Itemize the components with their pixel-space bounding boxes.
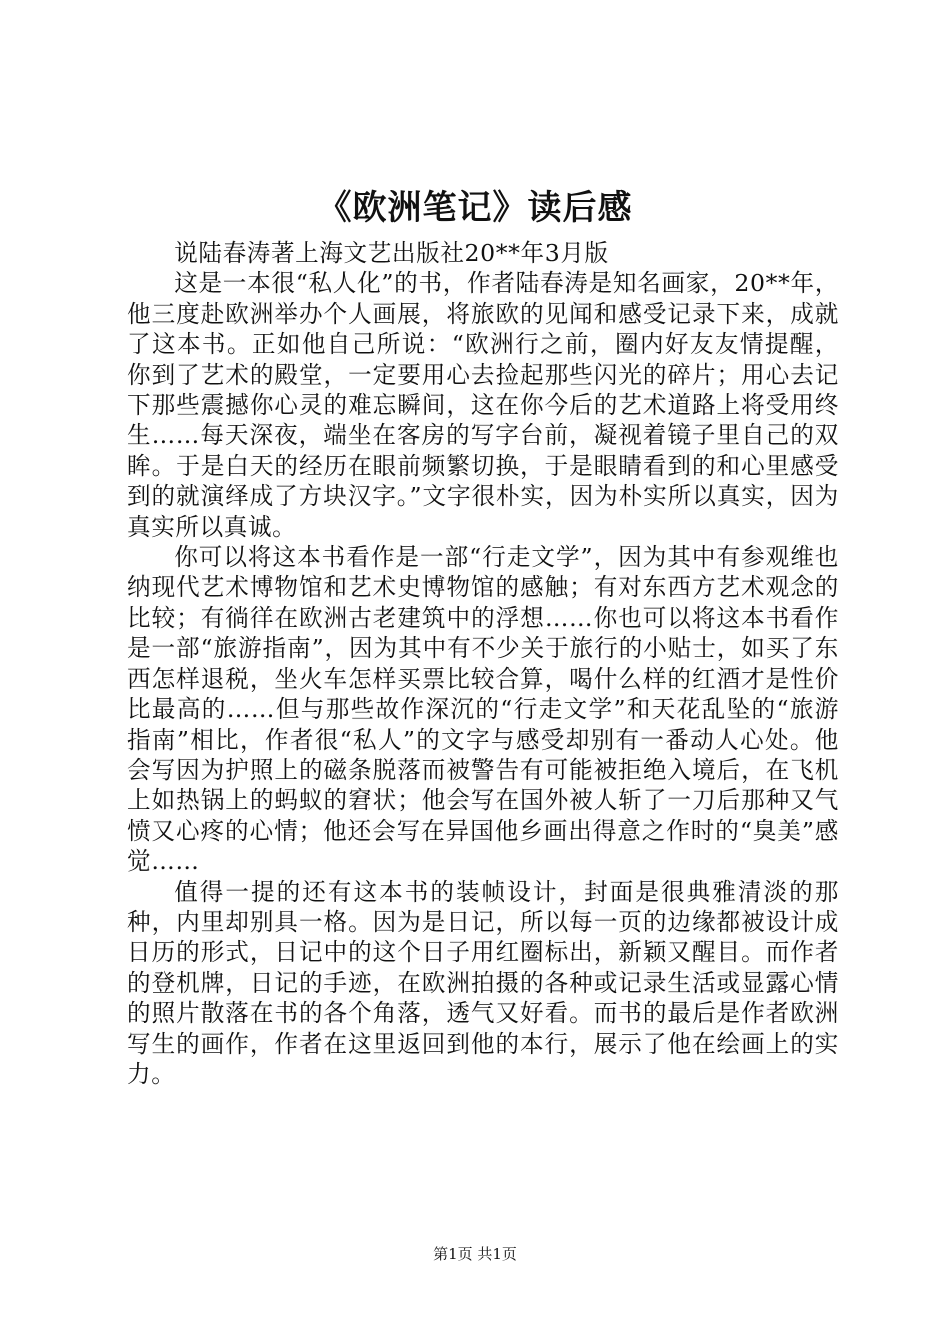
document-title: 《欧洲笔记》读后感 [317,188,633,228]
paragraph-3: 值得一提的还有这本书的装帧设计，封面是很典雅清淡的那种，内里却别具一格。因为是日记，所以每一页的边缘都被设计成日历的形式，日记中的这个日子用红圈标出，新颖又醒目。而作者的登机牌，日记的手迹，在欧洲拍摄的各种或记录生活或显露心情的照片散落在书的各个角落，透气又好看。而书的最后是作者欧洲写生的画作，作者在这里返回到他的本行，展示了他在绘画上的实力。 [127,877,839,1088]
paragraph-1: 这是一本很“私人化”的书，作者陆春涛是知名画家，20**年，他三度赴欧洲举办个人画展，将旅欧的见闻和感受记录下来，成就了这本书。正如他自己所说：“欧洲行之前，圈内好友友情提醒，你到了艺术的殿堂，一定要用心去捡起那些闪光的碎片；用心去记下那些震撼你心灵的难忘瞬间，这在你今后的艺术道路上将受用终生……每天深夜，端坐在客房的写字台前，凝视着镜子里自己的双眸。于是白天的经历在眼前频繁切换，于是眼睛看到的和心里感受到的就演绎成了方块汉字。”文字很朴实，因为朴实所以真实，因为真实所以真诚。 [127,269,839,541]
book-info-line: 说陆春涛著上海文艺出版社20**年3月版 [174,239,609,267]
paragraph-2: 你可以将这本书看作是一部“行走文学”，因为其中有参观维也纳现代艺术博物馆和艺术史博物馆的感触；有对东西方艺术观念的比较；有徜徉在欧洲古老建筑中的浮想……你也可以将这本书看作是一部“旅游指南”，因为其中有不少关于旅行的小贴士，如买了东西怎样退税，坐火车怎样买票比较合算，喝什么样的红酒才是性价比最高的……但与那些故作深沉的“行走文学”和天花乱坠的“旅游指南”相比，作者很“私人”的文字与感受却别有一番动人心处。他会写因为护照上的磁条脱落而被警告有可能被拒绝入境后，在飞机上如热锅上的蚂蚁的窘状；他会写在国外被人斩了一刀后那种又气愤又心疼的心情；他还会写在异国他乡画出得意之作时的“臭美”感觉…… [127,543,839,876]
page-footer: 第1页 共1页 [433,1245,517,1263]
document-body [127,238,839,1089]
